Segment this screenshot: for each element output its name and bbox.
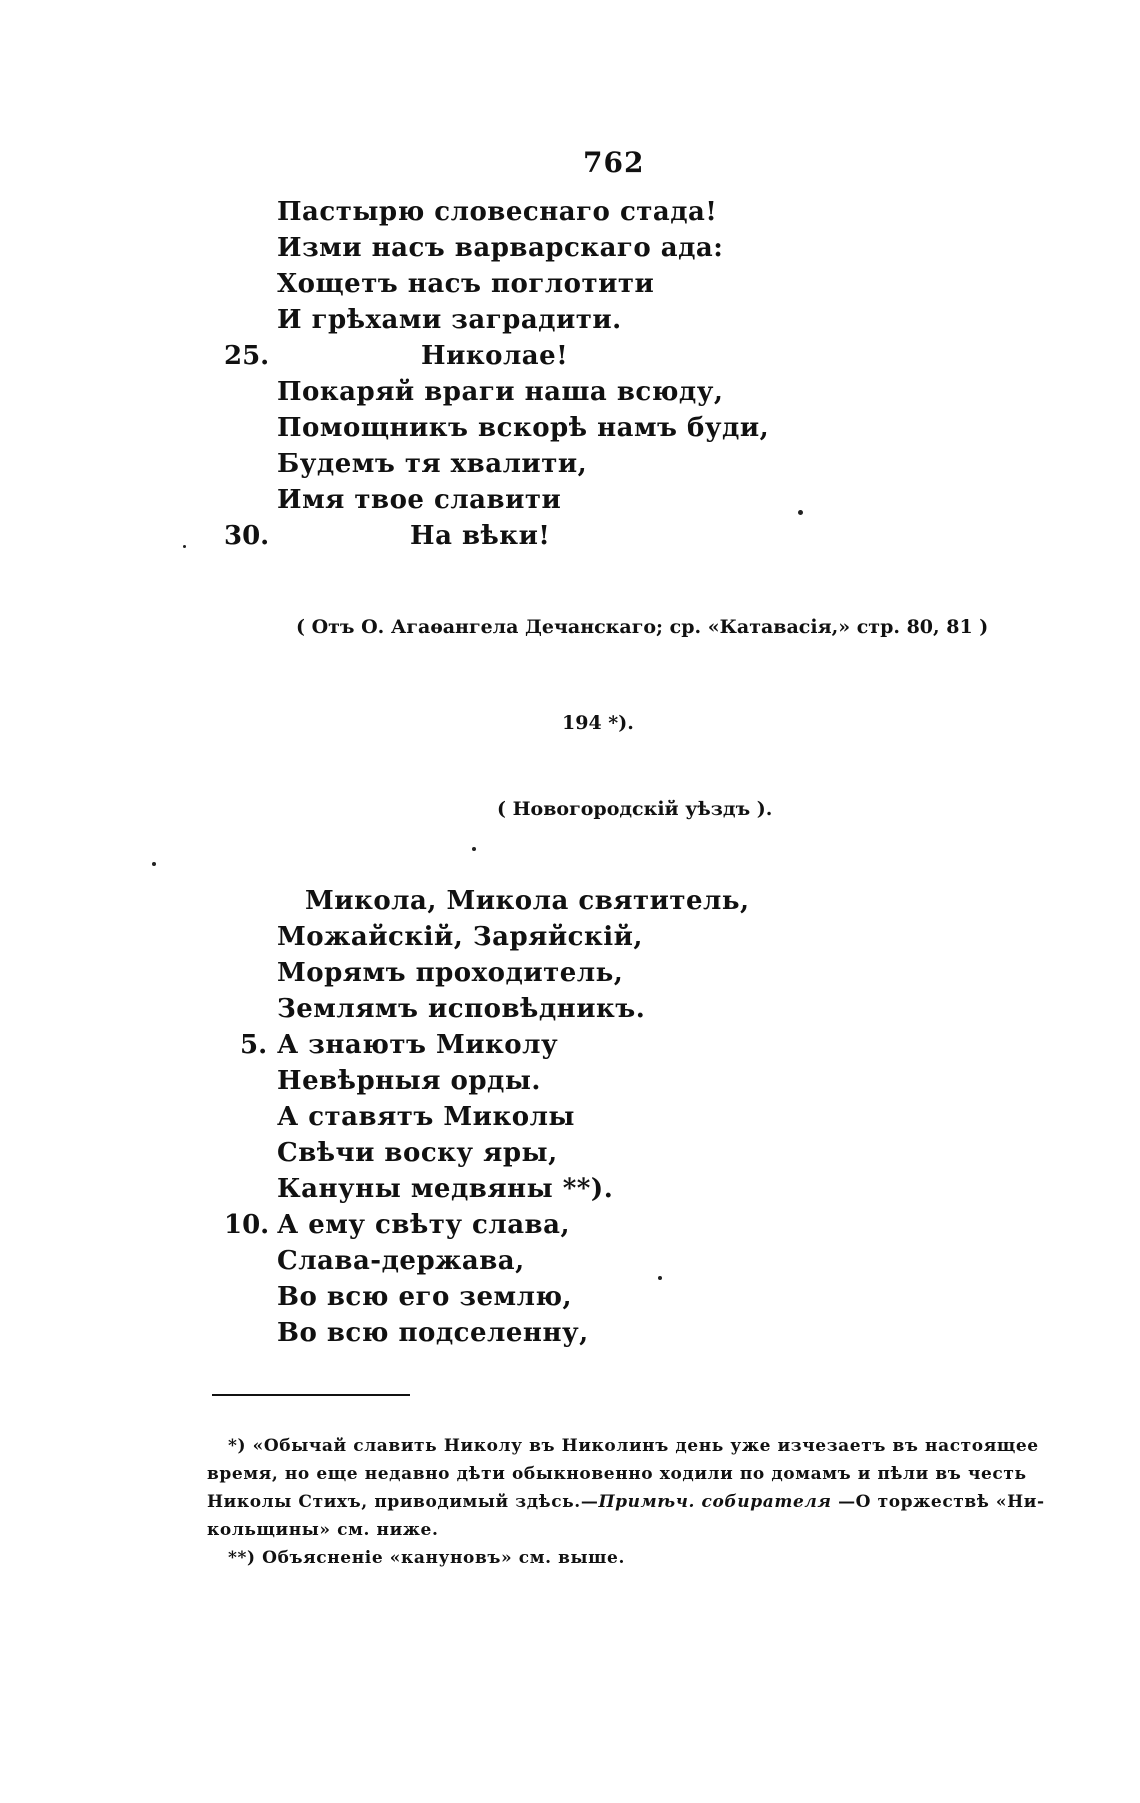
verse-line: Имя твое славити <box>277 485 562 515</box>
verse-line: Микола, Микола святитель, <box>305 886 750 916</box>
verse-line: Во всю его землю, <box>277 1282 573 1312</box>
scan-speck <box>798 510 803 515</box>
verse-line: Свѣчи воску яры, <box>277 1138 558 1168</box>
line-number: 5. <box>240 1030 268 1060</box>
verse-line: Морямъ проходитель, <box>277 958 624 988</box>
verse-line: Кануны медвяны **). <box>277 1174 614 1204</box>
verse-line: Во всю подселенну, <box>277 1318 589 1348</box>
verse-line: Помощникъ вскорѣ намъ буди, <box>277 413 770 443</box>
verse-line: А знаютъ Миколу <box>277 1030 559 1060</box>
district-heading: ( Новогородскій уѣздъ ). <box>497 798 773 820</box>
scan-speck <box>183 545 186 548</box>
verse-line: И грѣхами заградити. <box>277 305 622 335</box>
footnote-1-line: кольщины» см. ниже. <box>207 1520 439 1540</box>
footnote-marker: **) <box>228 1548 256 1568</box>
verse-line: Невѣрныя орды. <box>277 1066 541 1096</box>
footnote-1-line: время, но еще недавно дѣти обыкновенно ходили по домамъ и пѣли въ честь <box>207 1464 1027 1484</box>
footnote-1-line <box>207 1492 1045 1512</box>
verse-line: Слава-держава, <box>277 1246 525 1276</box>
verse-line: А ему свѣту слава, <box>277 1210 571 1240</box>
verse-line: Пастырю словеснаго стада! <box>277 197 718 227</box>
footnote-marker: *) <box>228 1436 247 1456</box>
footnote-2-line <box>228 1548 625 1568</box>
footnote-1-line <box>228 1436 1039 1456</box>
verse-line: А ставятъ Миколы <box>277 1102 575 1132</box>
scan-speck <box>152 862 156 866</box>
footnote-text: Николы Стихъ, приводимый здѣсь.— <box>207 1492 599 1512</box>
page-number: 762 <box>583 146 645 179</box>
verse-line: Будемъ тя хвалити, <box>277 449 588 479</box>
source-note: ( Отъ О. Агаѳангела Дечанскаго; ср. «Катавасія,» стр. 80, 81 ) <box>296 616 989 638</box>
verse-line: Землямъ исповѣдникъ. <box>277 994 646 1024</box>
footnote-separator <box>212 1394 410 1396</box>
poem-number: 194 *). <box>562 712 634 734</box>
footnote-text: «Обычай славить Николу въ Николинъ день уже изчезаетъ въ настоящее <box>252 1436 1039 1456</box>
scan-speck <box>658 1276 662 1280</box>
verse-line: Николае! <box>421 341 569 371</box>
line-number: 30. <box>224 521 270 551</box>
verse-line: На вѣки! <box>410 521 551 551</box>
line-number: 10. <box>224 1210 270 1240</box>
verse-line: Покаряй враги наша всюду, <box>277 377 724 407</box>
verse-line: Хощетъ насъ поглотити <box>277 269 655 299</box>
footnote-text: Объясненіе «кануновъ» см. выше. <box>262 1548 625 1568</box>
verse-line: Изми насъ варварскаго ада: <box>277 233 724 263</box>
verse-line: Можайскій, Заряйскій, <box>277 922 643 952</box>
footnote-italic-text: Примѣч. собирателя <box>598 1492 832 1512</box>
footnote-text: —О торжествѣ «Ни- <box>831 1492 1045 1512</box>
scan-speck <box>472 847 476 851</box>
line-number: 25. <box>224 341 270 371</box>
